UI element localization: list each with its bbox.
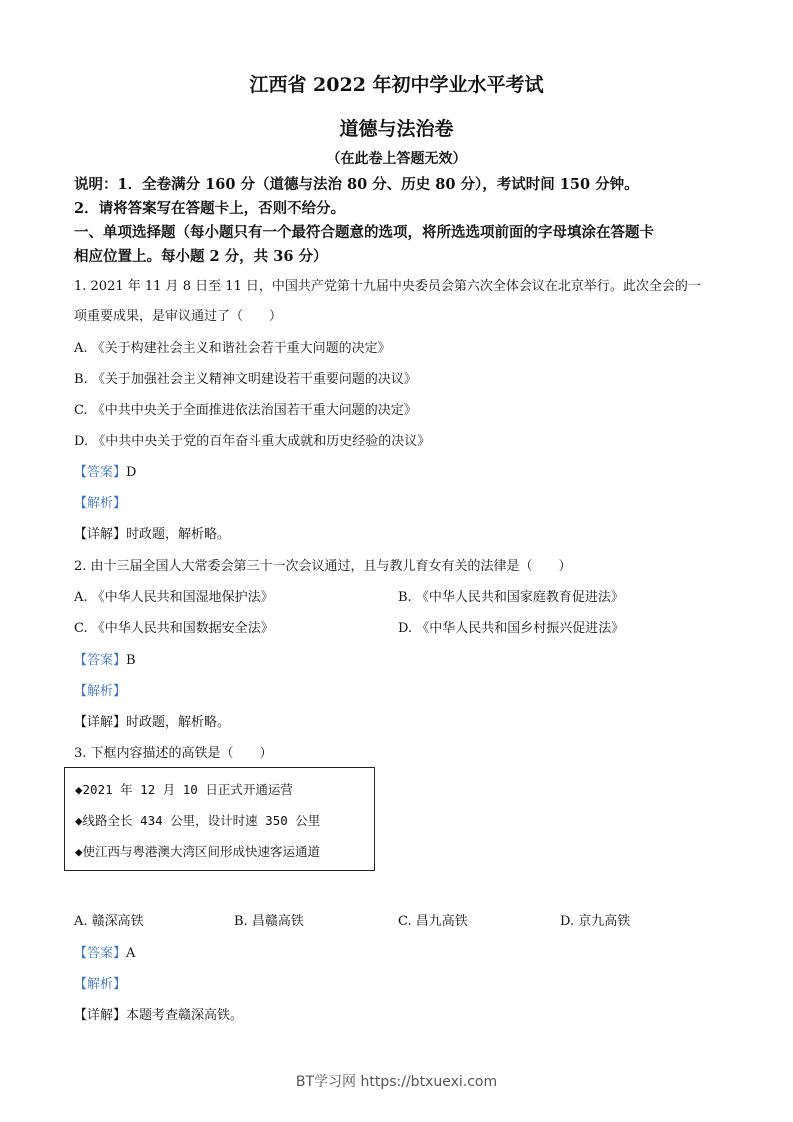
q1-stem-cont: 项重要成果，是审议通过了（ ） bbox=[74, 309, 283, 324]
q2-answer bbox=[74, 649, 136, 668]
q3-option-a: A. 赣深高铁 bbox=[74, 914, 144, 929]
instructions-line-1: 说明：1．全卷满分 160 分（道德与法治 80 分、历史 80 分），考试时间 150 分钟。 bbox=[74, 176, 639, 193]
q2-option-c: C. 《中华人民共和国数据安全法》 bbox=[74, 621, 274, 636]
q1-stem: 1. 2021 年 11 月 8 日至 11 日，中国共产党第十九届中央委员会第六次全体会议在北京举行。此次全会的一 bbox=[74, 279, 701, 294]
q3-option-c: C. 昌九高铁 bbox=[398, 914, 468, 929]
exam-title: 江西省 2022 年初中学业水平考试 bbox=[249, 74, 544, 96]
q3-answer bbox=[74, 942, 135, 961]
q1-option-a: A. 《关于构建社会主义和谐社会若干重大问题的决定》 bbox=[74, 341, 391, 356]
info-box-line-3: ◆使江西与粤港澳大湾区间形成快速客运通道 bbox=[75, 844, 321, 859]
answer-tag: 【答案】 bbox=[74, 465, 127, 480]
q1-detail: 【详解】时政题，解析略。 bbox=[74, 527, 231, 542]
info-box-line-1: ◆2021 年 12 月 10 日正式开通运营 bbox=[75, 782, 293, 797]
q3-detail: 【详解】本题考查赣深高铁。 bbox=[74, 1008, 244, 1023]
q1-answer bbox=[74, 461, 136, 480]
q2-option-b: B. 《中华人民共和国家庭教育促进法》 bbox=[398, 590, 624, 605]
q2-stem: 2. 由十三届全国人大常委会第三十一次会议通过，且与教儿育女有关的法律是（ ） bbox=[74, 559, 572, 574]
q1-analysis-tag: 【解析】 bbox=[74, 496, 127, 511]
answer-value: D bbox=[126, 465, 137, 480]
answer-tag: 【答案】 bbox=[74, 946, 127, 961]
q1-option-b: B. 《关于加强社会主义精神文明建设若干重要问题的决议》 bbox=[74, 372, 417, 387]
q3-option-b: B. 昌赣高铁 bbox=[234, 914, 304, 929]
q2-option-d: D. 《中华人民共和国乡村振兴促进法》 bbox=[398, 621, 625, 636]
instructions-line-2: 2．请将答案写在答题卡上，否则不给分。 bbox=[74, 200, 346, 217]
q3-analysis-tag: 【解析】 bbox=[74, 977, 127, 992]
q1-option-c: C. 《中共中央关于全面推进依法治国若干重大问题的决定》 bbox=[74, 403, 417, 418]
q2-analysis-tag: 【解析】 bbox=[74, 684, 127, 699]
section-1-heading-cont: 相应位置上。每小题 2 分，共 36 分） bbox=[74, 248, 328, 265]
q3-stem: 3. 下框内容描述的高铁是（ ） bbox=[74, 746, 273, 761]
section-1-heading: 一、单项选择题（每小题只有一个最符合题意的选项，将所选选项前面的字母填涂在答题卡 bbox=[74, 224, 654, 241]
q3-info-box bbox=[64, 767, 375, 871]
info-box-line-2: ◆线路全长 434 公里，设计时速 350 公里 bbox=[75, 813, 321, 828]
answer-value: A bbox=[126, 946, 136, 961]
answer-tag: 【答案】 bbox=[74, 653, 127, 668]
footer-watermark: BT学习网 https://btxuexi.com bbox=[295, 1074, 498, 1090]
q3-option-d: D. 京九高铁 bbox=[560, 914, 631, 929]
answer-value: B bbox=[126, 653, 136, 668]
exam-subject: 道德与法治卷 bbox=[339, 118, 454, 140]
exam-note: （在此卷上答题无效） bbox=[326, 151, 467, 167]
q2-option-a: A. 《中华人民共和国湿地保护法》 bbox=[74, 590, 274, 605]
q2-detail: 【详解】时政题，解析略。 bbox=[74, 715, 231, 730]
q1-option-d: D. 《中共中央关于党的百年奋斗重大成就和历史经验的决议》 bbox=[74, 434, 431, 449]
